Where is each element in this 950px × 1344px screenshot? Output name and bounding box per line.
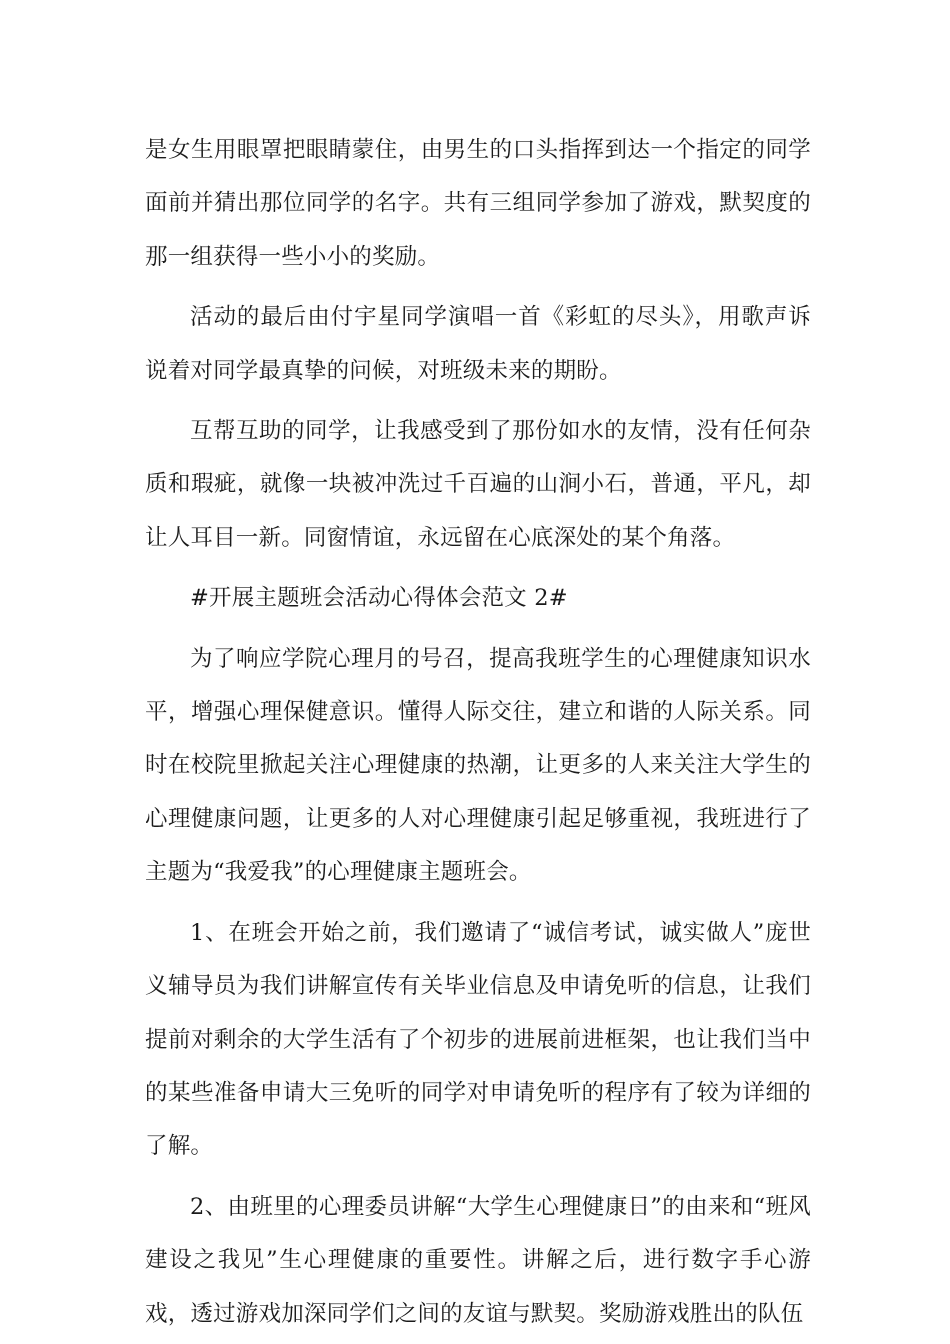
paragraph-continuation: 是女生用眼罩把眼睛蒙住，由男生的口头指挥到达一个指定的同学面前并猜出那位同学的名字。共有三组同学参加了游戏，默契度的那一组获得一些小小的奖励。	[145, 137, 811, 270]
section-heading: #开展主题班会活动心得体会范文 2#	[190, 585, 568, 612]
document-body	[145, 124, 811, 1341]
paragraph-psychology-month: 为了响应学院心理月的号召，提高我班学生的心理健康知识水平，增强心理保健意识。懂得人际交往，建立和谐的人际关系。同时在校院里掀起关注心理健康的热潮，让更多的人来关注大学生的心理健康问题，让更多的人对心理健康引起足够重视，我班进行了主题为“我爱我”的心理健康主题班会。	[145, 645, 811, 886]
paragraph-item-1: 1、在班会开始之前，我们邀请了“诚信考试，诚实做人”庞世义辅导员为我们讲解宣传有关毕业信息及申请免听的信息，让我们提前对剩余的大学生活有了个初步的进展前进框架，也让我们当中的某些准备申请大三免听的同学对申请免听的程序有了较为详细的了解。	[145, 919, 811, 1160]
paragraph-item-2: 2、由班里的心理委员讲解“大学生心理健康日”的由来和“班风建设之我见”生心理健康的重要性。讲解之后，进行数字手心游戏，透过游戏加深同学们之间的友谊与默契。奖励游戏胜出的队伍	[145, 1193, 811, 1327]
paragraph-song-performance: 活动的最后由付宇星同学演唱一首《彩虹的尽头》，用歌声诉说着对同学最真挚的问候，对班级未来的期盼。	[145, 304, 811, 384]
paragraph-friendship: 互帮互助的同学，让我感受到了那份如水的友情，没有任何杂质和瑕疵，就像一块被冲洗过千百遍的山涧小石，普通，平凡，却让人耳目一新。同窗情谊，永远留在心底深处的某个角落。	[145, 418, 811, 551]
